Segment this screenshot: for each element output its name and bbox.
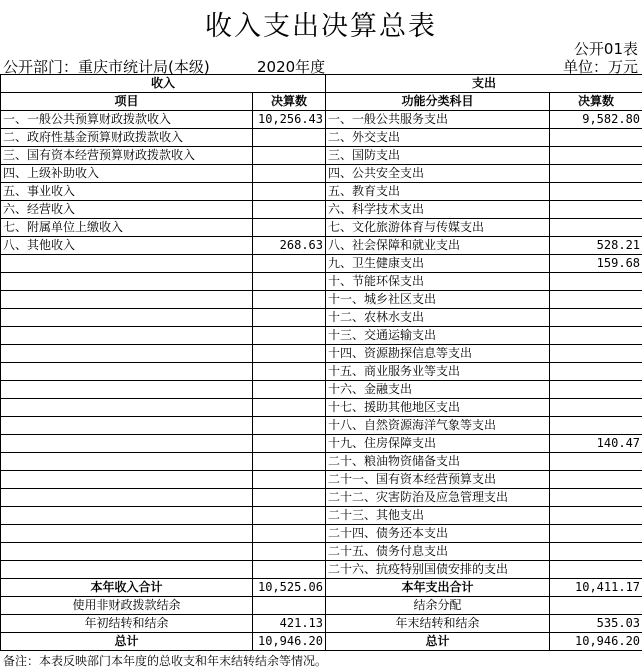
income-amount [253,201,326,219]
income-amount [253,255,326,273]
expense-item: 十、节能环保支出 [326,273,550,291]
year-label: 2020年度 [257,58,326,76]
function-header: 功能分类科目 [326,93,550,111]
expense-amount: 159.68 [550,255,642,273]
page-title: 收入支出决算总表 [205,11,437,42]
income-amount [253,561,326,579]
income-amount [253,381,326,399]
expense-amount [550,165,642,183]
expense-item: 十四、资源勘探信息等支出 [326,345,550,363]
income-header: 收入 [1,75,326,93]
income-amount [253,327,326,345]
summary-row [1,579,642,597]
unit-label: 单位：万元 [562,58,638,76]
table-row [1,471,642,489]
income-item [1,417,253,435]
income-amount [253,309,326,327]
expense-amount [550,291,642,309]
income-item: 五、事业收入 [1,183,253,201]
income-amount [253,345,326,363]
department-label: 公开部门：重庆市统计局(本级) [3,58,210,76]
amount-header: 决算数 [253,93,326,111]
expense-amount [550,201,642,219]
expense-item: 五、教育支出 [326,183,550,201]
summary-expense-label: 年末结转和结余 [326,615,550,633]
summary-expense-amount: 535.03 [550,615,642,633]
income-item [1,399,253,417]
table-row [1,381,642,399]
income-item [1,507,253,525]
expense-item: 六、科学技术支出 [326,201,550,219]
summary-income-label: 年初结转和结余 [1,615,253,633]
expense-amount [550,543,642,561]
table-row [1,561,642,579]
expense-amount [550,417,642,435]
income-expense-table [0,74,642,651]
table-row [1,165,642,183]
summary-income-label: 本年收入合计 [1,579,253,597]
income-amount [253,417,326,435]
income-item [1,489,253,507]
income-item [1,381,253,399]
expense-amount [550,363,642,381]
income-amount [253,147,326,165]
income-item [1,291,253,309]
income-item: 一、一般公共预算财政拨款收入 [1,111,253,129]
summary-expense-label: 结余分配 [326,597,550,615]
amount-header-2: 决算数 [550,93,642,111]
income-item: 七、附属单位上缴收入 [1,219,253,237]
expense-item: 四、公共安全支出 [326,165,550,183]
summary-expense-amount: 10,411.17 [550,579,642,597]
footnote: 备注：本表反映部门本年度的总收支和年末结转结余等情况。 [3,654,328,668]
expense-amount [550,183,642,201]
table-row [1,543,642,561]
table-row [1,183,642,201]
income-item [1,345,253,363]
expense-amount: 528.21 [550,237,642,255]
income-amount [253,525,326,543]
summary-expense-label: 本年支出合计 [326,579,550,597]
expense-amount [550,507,642,525]
table-row [1,111,642,129]
income-amount [253,129,326,147]
expense-amount [550,309,642,327]
expense-item: 十三、交通运输支出 [326,327,550,345]
expense-item: 一、一般公共服务支出 [326,111,550,129]
expense-amount [550,147,642,165]
income-amount [253,363,326,381]
summary-income-amount: 10,525.06 [253,579,326,597]
expense-amount [550,219,642,237]
table-row [1,147,642,165]
income-item [1,255,253,273]
expense-amount: 9,582.80 [550,111,642,129]
summary-row [1,633,642,651]
summary-income-amount [253,597,326,615]
income-item [1,273,253,291]
table-row [1,201,642,219]
income-item [1,525,253,543]
summary-row [1,615,642,633]
income-amount [253,489,326,507]
income-amount [253,291,326,309]
expense-amount [550,345,642,363]
expense-item: 二十三、其他支出 [326,507,550,525]
income-amount [253,219,326,237]
table-row [1,129,642,147]
table-row [1,507,642,525]
expense-amount [550,561,642,579]
expense-item: 十八、自然资源海洋气象等支出 [326,417,550,435]
income-item [1,471,253,489]
table-row [1,525,642,543]
income-amount: 10,256.43 [253,111,326,129]
table-row [1,435,642,453]
summary-expense-label: 总计 [326,633,550,651]
expense-amount [550,129,642,147]
income-item: 三、国有资本经营预算财政拨款收入 [1,147,253,165]
table-row [1,363,642,381]
income-item: 六、经营收入 [1,201,253,219]
income-amount [253,453,326,471]
income-item [1,363,253,381]
table-row [1,309,642,327]
table-row [1,255,642,273]
income-amount [253,399,326,417]
table-row [1,291,642,309]
income-item: 四、上级补助收入 [1,165,253,183]
expense-item: 九、卫生健康支出 [326,255,550,273]
expense-amount [550,399,642,417]
expense-item: 十五、商业服务业等支出 [326,363,550,381]
table-row [1,453,642,471]
summary-income-label: 总计 [1,633,253,651]
expense-item: 二十、粮油物资储备支出 [326,453,550,471]
expense-header: 支出 [326,75,642,93]
table-row [1,237,642,255]
expense-amount: 140.47 [550,435,642,453]
table-row [1,327,642,345]
expense-item: 三、国防支出 [326,147,550,165]
income-amount [253,183,326,201]
expense-item: 十七、援助其他地区支出 [326,399,550,417]
summary-row [1,597,642,615]
expense-amount [550,273,642,291]
table-code: 公开01表 [573,40,638,58]
summary-income-amount: 421.13 [253,615,326,633]
header-row-1 [1,75,642,93]
expense-amount [550,453,642,471]
income-item [1,453,253,471]
table-row [1,417,642,435]
table-row [1,273,642,291]
expense-amount [550,525,642,543]
income-amount [253,165,326,183]
table-row [1,399,642,417]
expense-item: 八、社会保障和就业支出 [326,237,550,255]
income-item: 二、政府性基金预算财政拨款收入 [1,129,253,147]
expense-item: 二十一、国有资本经营预算支出 [326,471,550,489]
income-item [1,543,253,561]
table-row [1,489,642,507]
header-row-2 [1,93,642,111]
table-row [1,219,642,237]
income-item: 八、其他收入 [1,237,253,255]
expense-item: 七、文化旅游体育与传媒支出 [326,219,550,237]
expense-amount [550,381,642,399]
expense-amount [550,489,642,507]
expense-item: 十九、住房保障支出 [326,435,550,453]
expense-item: 十二、农林水支出 [326,309,550,327]
expense-item: 二十二、灾害防治及应急管理支出 [326,489,550,507]
expense-item: 十六、金融支出 [326,381,550,399]
expense-item: 二十四、债务还本支出 [326,525,550,543]
expense-item: 二、外交支出 [326,129,550,147]
income-item [1,309,253,327]
income-amount [253,471,326,489]
table-row [1,345,642,363]
income-item [1,435,253,453]
income-amount [253,507,326,525]
expense-amount [550,471,642,489]
expense-amount [550,327,642,345]
income-item [1,327,253,345]
income-amount [253,435,326,453]
summary-expense-amount: 10,946.20 [550,633,642,651]
summary-income-label: 使用非财政拨款结余 [1,597,253,615]
expense-item: 十一、城乡社区支出 [326,291,550,309]
income-item [1,561,253,579]
income-amount [253,543,326,561]
item-header: 项目 [1,93,253,111]
expense-item: 二十六、抗疫特别国债安排的支出 [326,561,550,579]
income-amount: 268.63 [253,237,326,255]
summary-expense-amount [550,597,642,615]
summary-income-amount: 10,946.20 [253,633,326,651]
expense-item: 二十五、债务付息支出 [326,543,550,561]
income-amount [253,273,326,291]
